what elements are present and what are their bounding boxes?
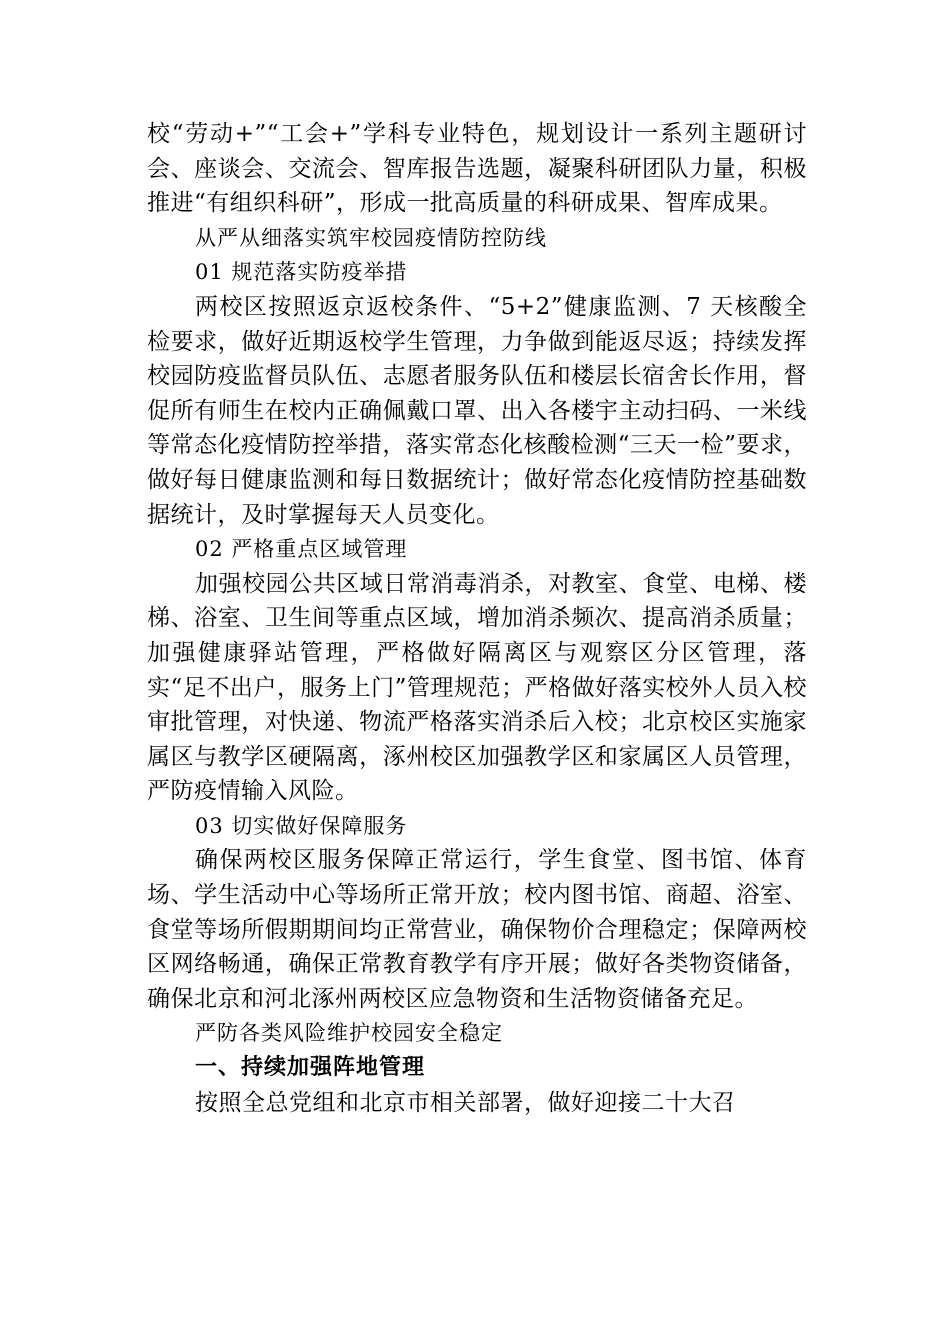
- paragraph-key-area-management: 加强校园公共区域日常消毒消杀，对教室、食堂、电梯、楼梯、浴室、卫生间等重点区域，增加消杀频次、提高消杀质量；加强健康驿站管理，严格做好隔离区与观察区分区管理，落实“足不出户，服务上门”管理规范；严格做好落实校外人员入校审批管理，对快递、物流严格落实消杀后入校；北京校区实施家属区与教学区硬隔离，涿州校区加强教学区和家属区人员管理，严防疫情输入风险。: [147, 570, 807, 805]
- bold-heading-position-management: 一、持续加强阵地管理: [195, 1055, 426, 1081]
- section-title-epidemic-prevention: 从严从细落实筑牢校园疫情防控防线: [195, 225, 547, 250]
- paragraph-research-outcomes: 校“劳动+”“工会+”学科专业特色，规划设计一系列主题研讨会、座谈会、交流会、智库报告选题，凝聚科研团队力量，积极推进“有组织科研”，形成一批高质量的科研成果、智库成果。: [147, 121, 807, 217]
- section-title-campus-safety: 严防各类风险维护校园安全稳定: [195, 1021, 503, 1046]
- subsection-title-01: 01 规范落实防疫举措: [195, 260, 408, 285]
- paragraph-prevention-measures: 两校区按照返京返校条件、“5+2”健康监测、7 天核酸全检要求，做好近期返校学生管理，力争做到能返尽返；持续发挥校园防疫监督员队伍、志愿者服务队伍和楼层长宿舍长作用，督促所有师生在校内正确佩戴口罩、出入各楼宇主动扫码、一米线等常态化疫情防控举措，落实常态化核酸检测“三天一检”要求，做好每日健康监测和每日数据统计；做好常态化疫情防控基础数据统计，及时掌握每天人员变化。: [147, 293, 807, 528]
- subsection-title-02: 02 严格重点区域管理: [195, 537, 408, 562]
- subsection-title-03: 03 切实做好保障服务: [195, 813, 408, 838]
- paragraph-support-services: 确保两校区服务保障正常运行，学生食堂、图书馆、体育场、学生活动中心等场所正常开放；校内图书馆、商超、浴室、食堂等场所假期期间均正常营业，确保物价合理稳定；保障两校区网络畅通，确保正常教育教学有序开展；做好各类物资储备，确保北京和河北涿州两校区应急物资和生活物资储备充足。: [147, 847, 807, 1012]
- paragraph-deployment: 按照全总党组和北京市相关部署，做好迎接二十大召: [195, 1089, 736, 1116]
- document-page: [147, 117, 807, 1120]
